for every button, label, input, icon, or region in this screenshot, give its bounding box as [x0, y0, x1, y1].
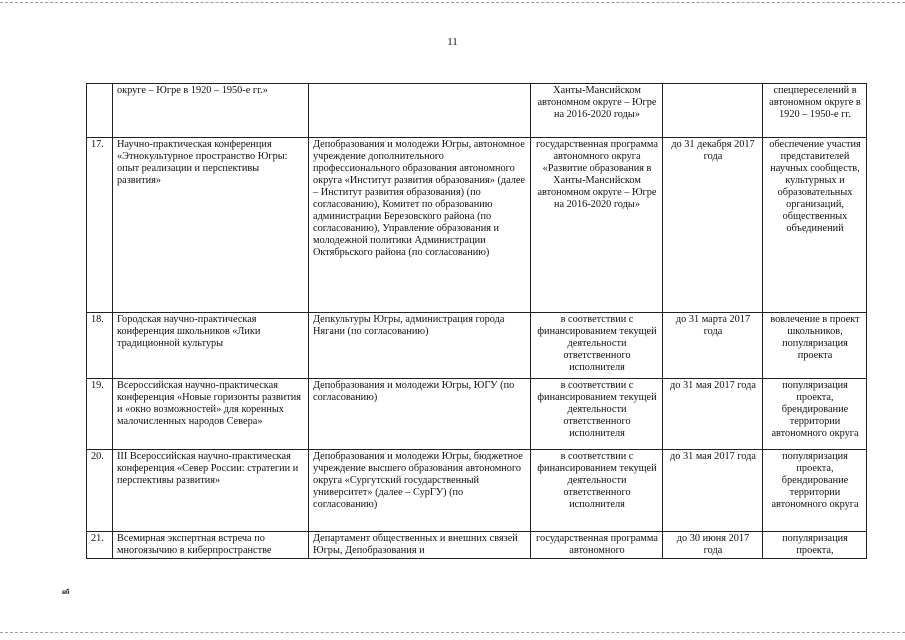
- result-cell: популяризация проекта, брендирование территории автономного округа: [763, 379, 867, 450]
- financing-cell: государственная программа автономного округа «Развитие образования в Ханты-Мансийском автономном округе – Югре на 2016-2020 годы»: [531, 138, 663, 313]
- page-number: 11: [447, 36, 458, 48]
- event-cell: Всероссийская научно-практическая конференция «Новые горизонты развития и «окно возможностей» для коренных малочисленных народов Севера»: [113, 379, 309, 450]
- row-number: 18.: [87, 313, 113, 379]
- event-cell: III Всероссийская научно-практическая конференция «Север России: стратегии и перспективы развития»: [113, 450, 309, 532]
- row-number: 19.: [87, 379, 113, 450]
- executors-cell: Депкультуры Югры, администрация города Нягани (по согласованию): [309, 313, 531, 379]
- table-row: [87, 84, 867, 138]
- executors-cell: [309, 84, 531, 138]
- scan-edge-bottom: [0, 632, 905, 633]
- deadline-cell: до 31 мая 2017 года: [663, 379, 763, 450]
- executors-cell: Департамент общественных и внешних связей Югры, Депобразования и: [309, 532, 531, 559]
- table-row: [87, 379, 867, 450]
- row-number: [87, 84, 113, 138]
- executors-cell: Депобразования и молодежи Югры, бюджетное учреждение высшего образования автономного округа «Сургутский государственный университет» (далее – СурГУ) (по согласованию): [309, 450, 531, 532]
- row-number: 17.: [87, 138, 113, 313]
- financing-cell: в соответствии с финансированием текущей деятельности ответственного исполнителя: [531, 450, 663, 532]
- deadline-cell: до 30 июня 2017 года: [663, 532, 763, 559]
- row-number: 20.: [87, 450, 113, 532]
- event-cell: округе – Югре в 1920 – 1950-е гг.»: [113, 84, 309, 138]
- table-row: [87, 450, 867, 532]
- result-cell: обеспечение участия представителей научных сообществ, культурных и образовательных организаций, общественных объединений: [763, 138, 867, 313]
- financing-cell: Ханты-Мансийском автономном округе – Югре на 2016-2020 годы»: [531, 84, 663, 138]
- financing-cell: в соответствии с финансированием текущей деятельности ответственного исполнителя: [531, 379, 663, 450]
- financing-cell: в соответствии с финансированием текущей деятельности ответственного исполнителя: [531, 313, 663, 379]
- executors-cell: Депобразования и молодежи Югры, ЮГУ (по согласованию): [309, 379, 531, 450]
- result-cell: популяризация проекта,: [763, 532, 867, 559]
- deadline-cell: до 31 марта 2017 года: [663, 313, 763, 379]
- executors-cell: Депобразования и молодежи Югры, автономное учреждение дополнительного профессионального образования автономного округа «Институт развития образования» (далее – Институт развития образования) (по согласованию), Комитет по образованию администрации Березовского района (по согласованию), Управление образования и молодежной политики Администрации Октябрьского района (по согласованию): [309, 138, 531, 313]
- row-number: 21.: [87, 532, 113, 559]
- table-row: [87, 532, 867, 559]
- table-row: [87, 138, 867, 313]
- events-table: [86, 83, 867, 559]
- result-cell: спецпереселений в автономном округе в 1920 – 1950-е гг.: [763, 84, 867, 138]
- deadline-cell: до 31 мая 2017 года: [663, 450, 763, 532]
- table-row: [87, 313, 867, 379]
- deadline-cell: до 31 декабря 2017 года: [663, 138, 763, 313]
- result-cell: вовлечение в проект школьников, популяризация проекта: [763, 313, 867, 379]
- event-cell: Городская научно-практическая конференция школьников «Лики традиционной культуры: [113, 313, 309, 379]
- scan-edge-top: [0, 2, 905, 3]
- event-cell: Научно-практическая конференция «Этнокультурное пространство Югры: опыт реализации и перспективы развития»: [113, 138, 309, 313]
- deadline-cell: [663, 84, 763, 138]
- footer-mark: нб: [62, 588, 70, 596]
- result-cell: популяризация проекта, брендирование территории автономного округа: [763, 450, 867, 532]
- financing-cell: государственная программа автономного: [531, 532, 663, 559]
- event-cell: Всемирная экспертная встреча по многоязычию в киберпространстве: [113, 532, 309, 559]
